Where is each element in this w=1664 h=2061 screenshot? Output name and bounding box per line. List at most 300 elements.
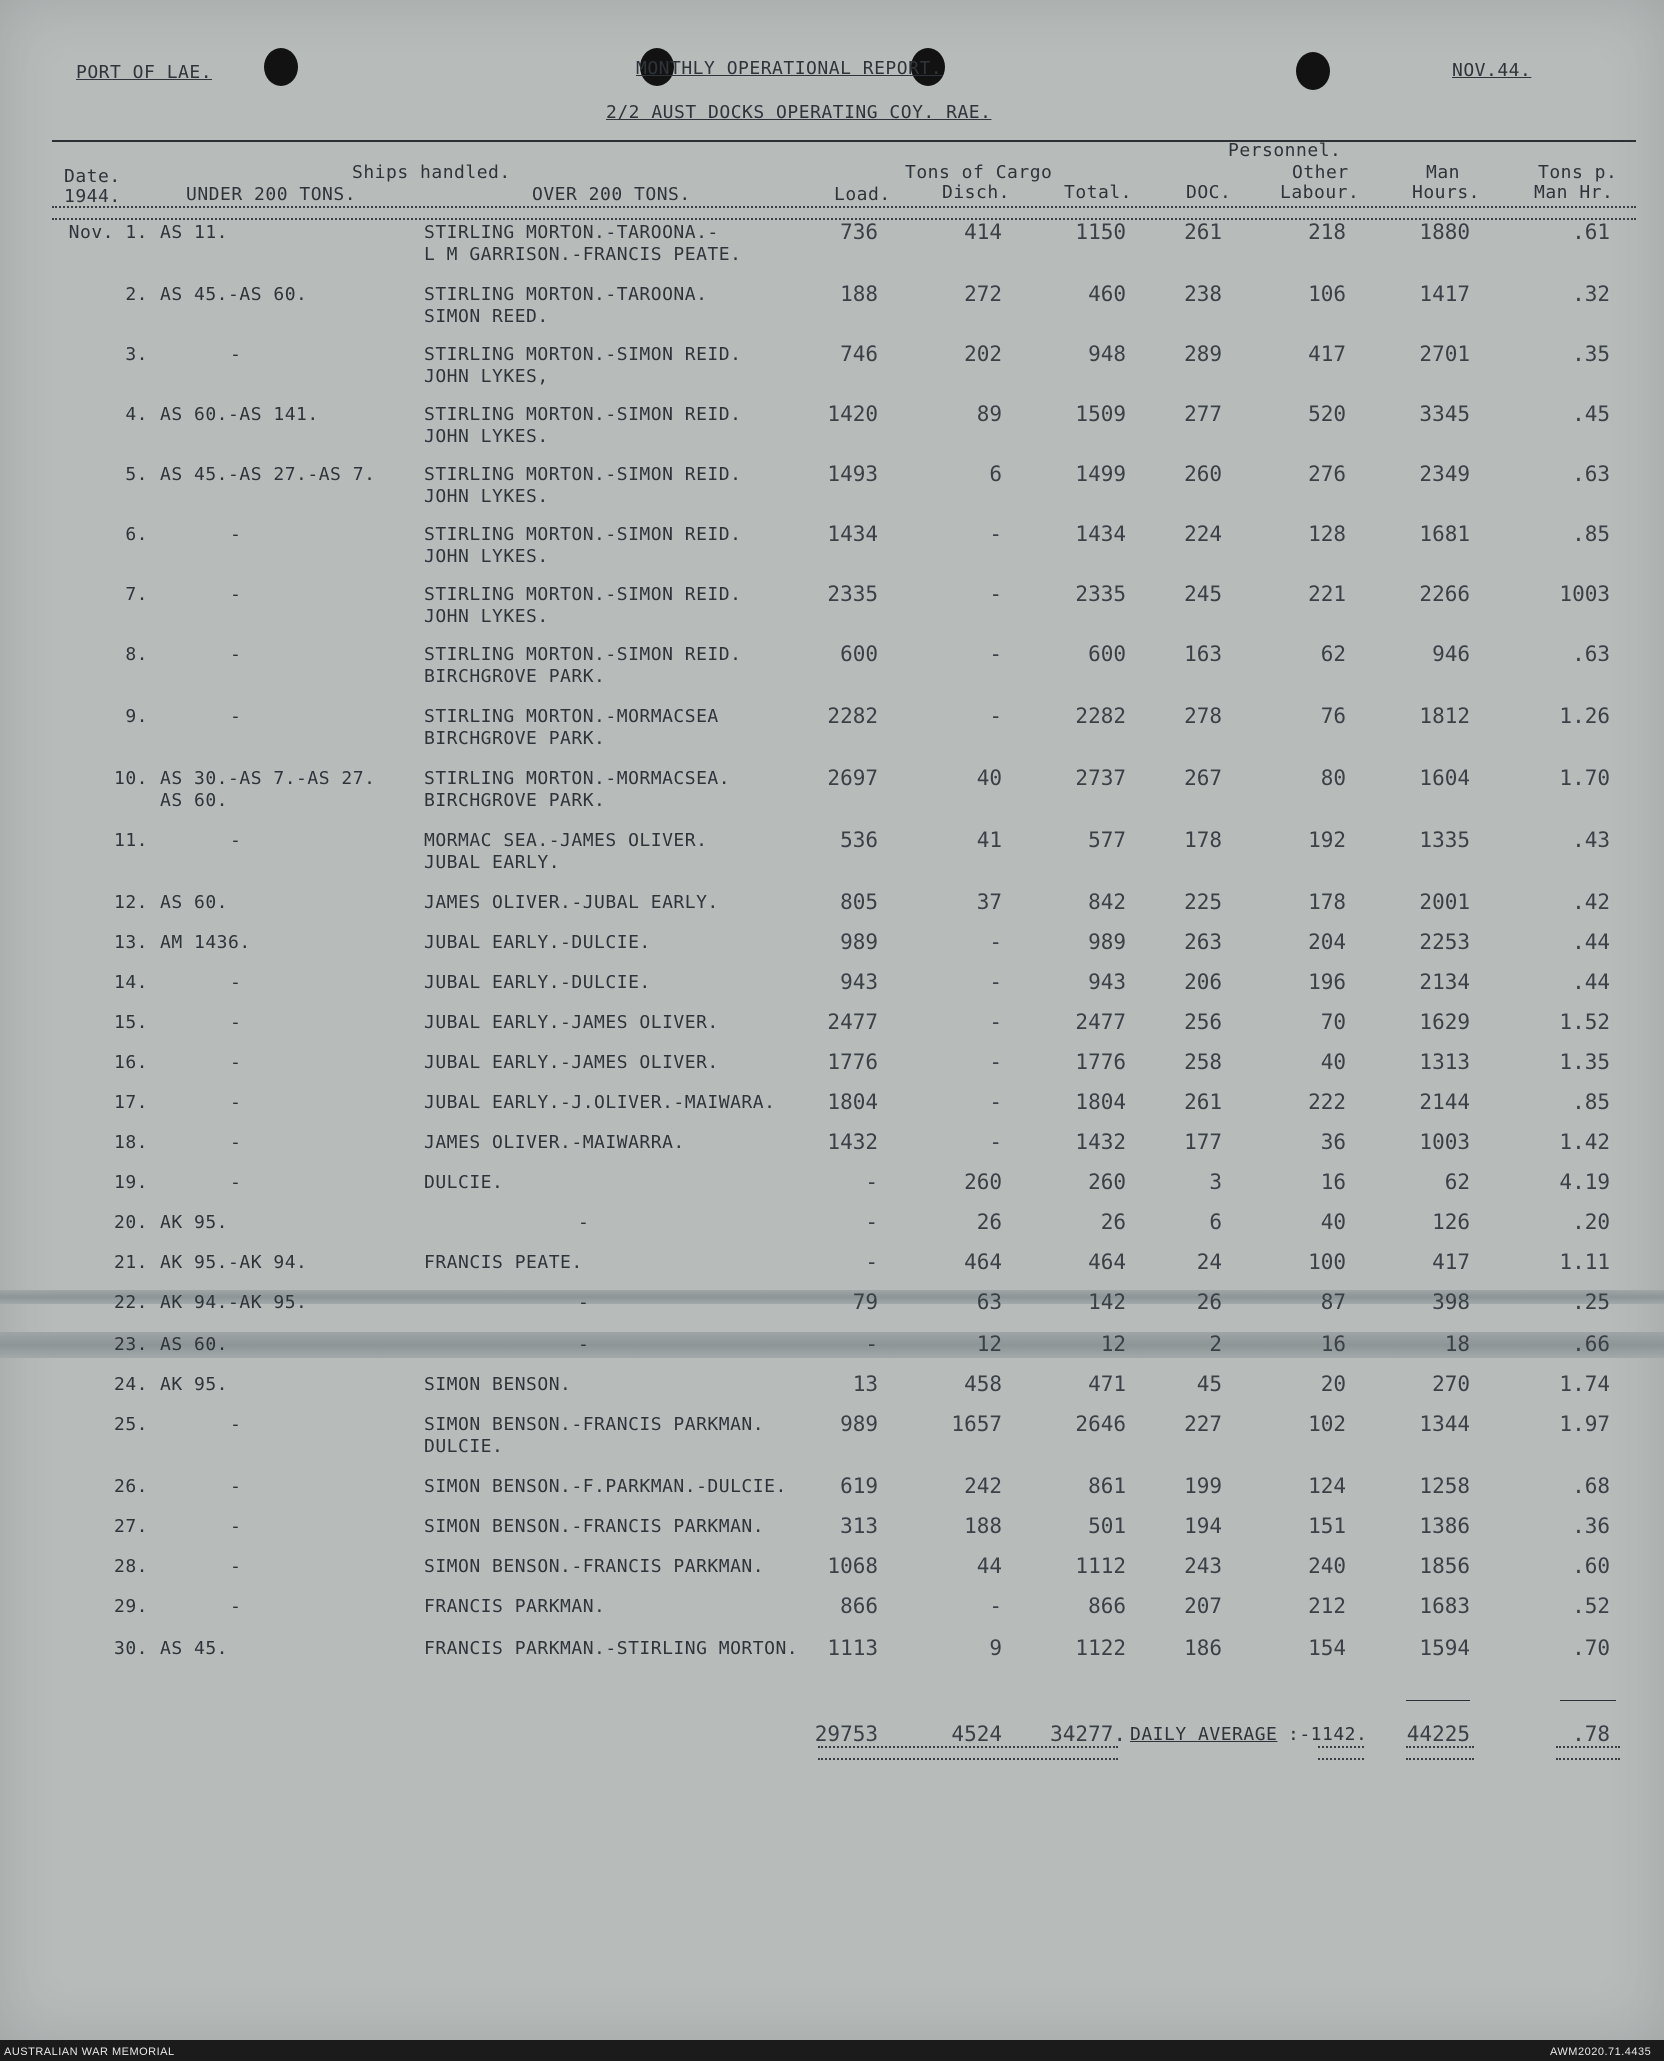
- footer-ref: AWM2020.71.4435: [1550, 2046, 1652, 2058]
- cell-total: 1122: [1075, 1636, 1126, 1660]
- cell-hours: 126: [1432, 1210, 1470, 1234]
- cell-total: 866: [1088, 1594, 1126, 1618]
- cell-tpmh: 4.19: [1559, 1170, 1610, 1194]
- cell-disch: 242: [964, 1474, 1002, 1498]
- header-rule: [52, 140, 1636, 142]
- row-under-200: -: [230, 1414, 242, 1435]
- totals-double-rule: [818, 1746, 1118, 1760]
- cell-tpmh: .70: [1572, 1636, 1610, 1660]
- row-date: 20.: [113, 1212, 148, 1233]
- cell-hours: 1812: [1419, 704, 1470, 728]
- row-date: 29.: [113, 1596, 148, 1617]
- cell-total: 460: [1088, 282, 1126, 306]
- cell-doc: 206: [1184, 970, 1222, 994]
- cell-load: 989: [840, 1412, 878, 1436]
- row-under-200: AS 30.-AS 7.-AS 27.: [160, 768, 376, 789]
- cell-load: 2697: [827, 766, 878, 790]
- cell-hours: 1258: [1419, 1474, 1470, 1498]
- row-under-200: -: [230, 1132, 242, 1153]
- cell-load: 1432: [827, 1130, 878, 1154]
- header-double-rule: [52, 206, 1636, 220]
- row-under-200: AS 45.: [160, 1638, 229, 1659]
- punch-hole: [1296, 52, 1330, 90]
- report-month: NOV.44.: [1452, 60, 1532, 81]
- cell-load: 1804: [827, 1090, 878, 1114]
- row-date: 6.: [125, 524, 148, 545]
- row-over-200: STIRLING MORTON.-SIMON REID.: [424, 644, 742, 665]
- cell-hours: 1386: [1419, 1514, 1470, 1538]
- cell-hours: 1344: [1419, 1412, 1470, 1436]
- row-over-200: JUBAL EARLY.-JAMES OLIVER.: [424, 1052, 719, 1073]
- cell-other: 36: [1320, 1130, 1346, 1154]
- row-under-200: -: [230, 972, 242, 993]
- cell-other: 62: [1320, 642, 1346, 666]
- cell-hours: 3345: [1419, 402, 1470, 426]
- cell-doc: 26: [1196, 1290, 1222, 1314]
- cell-total: 1112: [1075, 1554, 1126, 1578]
- col-ships-handled: Ships handled.: [352, 162, 511, 183]
- cell-load: 1420: [827, 402, 878, 426]
- row-date: 14.: [113, 972, 148, 993]
- cell-tpmh: .45: [1572, 402, 1610, 426]
- cell-tpmh: .32: [1572, 282, 1610, 306]
- cell-hours: 2701: [1419, 342, 1470, 366]
- cell-tpmh: .61: [1572, 220, 1610, 244]
- row-under-200: AK 94.-AK 95.: [160, 1292, 308, 1313]
- cell-other: 218: [1308, 220, 1346, 244]
- totals-double-rule: [1318, 1746, 1364, 1760]
- cell-hours: 1683: [1419, 1594, 1470, 1618]
- cell-tpmh: .66: [1572, 1332, 1610, 1356]
- col-year: 1944.: [64, 186, 121, 207]
- cell-hours: 2266: [1419, 582, 1470, 606]
- cell-load: 805: [840, 890, 878, 914]
- cell-tpmh: .43: [1572, 828, 1610, 852]
- row-over-200: JOHN LYKES.: [424, 486, 549, 507]
- row-under-200: -: [230, 1476, 242, 1497]
- cell-disch: 6: [989, 462, 1002, 486]
- cell-tpmh: .25: [1572, 1290, 1610, 1314]
- row-under-200: -: [230, 1092, 242, 1113]
- cell-total: 1434: [1075, 522, 1126, 546]
- cell-hours: 1604: [1419, 766, 1470, 790]
- cell-tpmh: 1.42: [1559, 1130, 1610, 1154]
- cell-hours: 2134: [1419, 970, 1470, 994]
- row-over-200: DULCIE.: [424, 1172, 504, 1193]
- cell-tpmh: .60: [1572, 1554, 1610, 1578]
- cell-disch: 464: [964, 1250, 1002, 1274]
- row-under-200: AS 60.: [160, 1334, 229, 1355]
- cell-hours: 1629: [1419, 1010, 1470, 1034]
- cell-disch: 1657: [951, 1412, 1002, 1436]
- row-under-200: -: [230, 1172, 242, 1193]
- cell-tpmh: .52: [1572, 1594, 1610, 1618]
- cell-other: 70: [1320, 1010, 1346, 1034]
- cell-hours: 62: [1444, 1170, 1470, 1194]
- cell-disch: -: [989, 930, 1002, 954]
- cell-hours: 1417: [1419, 282, 1470, 306]
- col-man: Man: [1426, 162, 1461, 183]
- col-tons-of-cargo: Tons of Cargo: [905, 162, 1053, 183]
- cell-disch: -: [989, 582, 1002, 606]
- cell-disch: 202: [964, 342, 1002, 366]
- cell-load: 1434: [827, 522, 878, 546]
- cell-other: 40: [1320, 1210, 1346, 1234]
- cell-doc: 263: [1184, 930, 1222, 954]
- cell-tpmh: 1.52: [1559, 1010, 1610, 1034]
- row-over-200: JUBAL EARLY.-DULCIE.: [424, 932, 651, 953]
- row-over-200: SIMON BENSON.-F.PARKMAN.-DULCIE.: [424, 1476, 787, 1497]
- cell-disch: 272: [964, 282, 1002, 306]
- cell-other: 106: [1308, 282, 1346, 306]
- row-under-200: AK 95.: [160, 1374, 229, 1395]
- cell-total: 2737: [1075, 766, 1126, 790]
- col-hours: Hours.: [1412, 182, 1481, 203]
- cell-total: 1432: [1075, 1130, 1126, 1154]
- cell-disch: 12: [976, 1332, 1002, 1356]
- row-over-200: FRANCIS PARKMAN.: [424, 1596, 606, 1617]
- cell-other: 16: [1320, 1170, 1346, 1194]
- row-over-200: STIRLING MORTON.-SIMON REID.: [424, 524, 742, 545]
- row-under-200: -: [230, 524, 242, 545]
- row-over-200: STIRLING MORTON.-TAROONA.: [424, 284, 708, 305]
- cell-total: 577: [1088, 828, 1126, 852]
- cell-total: 989: [1088, 930, 1126, 954]
- row-under-200: -: [230, 344, 242, 365]
- totals-double-rule: [1406, 1746, 1474, 1760]
- cell-tpmh: 1.26: [1559, 704, 1610, 728]
- row-date: 13.: [113, 932, 148, 953]
- cell-load: 989: [840, 930, 878, 954]
- cell-load: 2477: [827, 1010, 878, 1034]
- row-over-200: JOHN LYKES.: [424, 426, 549, 447]
- cell-other: 76: [1320, 704, 1346, 728]
- cell-other: 151: [1308, 1514, 1346, 1538]
- cell-disch: 44: [976, 1554, 1002, 1578]
- row-date: 7.: [125, 584, 148, 605]
- cell-doc: 2: [1209, 1332, 1222, 1356]
- cell-hours: 1594: [1419, 1636, 1470, 1660]
- cell-disch: 41: [976, 828, 1002, 852]
- row-over-200: FRANCIS PEATE.: [424, 1252, 583, 1273]
- row-over-200: SIMON BENSON.-FRANCIS PARKMAN.: [424, 1556, 765, 1577]
- daily-average-value: :-1142.: [1288, 1724, 1368, 1745]
- row-over-200: JAMES OLIVER.-JUBAL EARLY.: [424, 892, 719, 913]
- row-over-200: JUBAL EARLY.-J.OLIVER.-MAIWARA.: [424, 1092, 776, 1113]
- cell-doc: 256: [1184, 1010, 1222, 1034]
- cell-other: 204: [1308, 930, 1346, 954]
- cell-load: 619: [840, 1474, 878, 1498]
- cell-doc: 45: [1196, 1372, 1222, 1396]
- cell-other: 102: [1308, 1412, 1346, 1436]
- cell-load: 313: [840, 1514, 878, 1538]
- cell-disch: -: [989, 1594, 1002, 1618]
- row-under-200: AS 45.-AS 60.: [160, 284, 308, 305]
- cell-disch: -: [989, 1090, 1002, 1114]
- cell-doc: 207: [1184, 1594, 1222, 1618]
- cell-doc: 278: [1184, 704, 1222, 728]
- cell-doc: 24: [1196, 1250, 1222, 1274]
- row-date: 23.: [113, 1334, 148, 1355]
- cell-tpmh: 1003: [1559, 582, 1610, 606]
- cell-hours: 2253: [1419, 930, 1470, 954]
- cell-doc: 243: [1184, 1554, 1222, 1578]
- cell-doc: 238: [1184, 282, 1222, 306]
- cell-doc: 199: [1184, 1474, 1222, 1498]
- cell-other: 154: [1308, 1636, 1346, 1660]
- row-over-200: BIRCHGROVE PARK.: [424, 728, 606, 749]
- col-personnel: Personnel.: [1228, 140, 1342, 161]
- row-date: 11.: [113, 830, 148, 851]
- row-date: 30.: [113, 1638, 148, 1659]
- col-total: Total.: [1064, 182, 1133, 203]
- row-over-200: SIMON REED.: [424, 306, 549, 327]
- row-under-200: AM 1436.: [160, 932, 251, 953]
- row-over-200: JUBAL EARLY.-DULCIE.: [424, 972, 651, 993]
- tpmh-sum-rule: [1560, 1700, 1616, 1701]
- row-over-200: STIRLING MORTON.-MORMACSEA: [424, 706, 719, 727]
- cell-other: 192: [1308, 828, 1346, 852]
- cell-disch: 260: [964, 1170, 1002, 1194]
- cell-other: 20: [1320, 1372, 1346, 1396]
- total-tpmh: .78: [1572, 1722, 1610, 1746]
- cell-other: 222: [1308, 1090, 1346, 1114]
- cell-doc: 289: [1184, 342, 1222, 366]
- row-over-200: DULCIE.: [424, 1436, 504, 1457]
- cell-doc: 225: [1184, 890, 1222, 914]
- row-under-200: -: [230, 1052, 242, 1073]
- row-date: 21.: [113, 1252, 148, 1273]
- cell-tpmh: .44: [1572, 970, 1610, 994]
- cell-other: 196: [1308, 970, 1346, 994]
- col-load: Load.: [834, 184, 891, 205]
- row-date: 10.: [113, 768, 148, 789]
- row-over-200: SIMON BENSON.-FRANCIS PARKMAN.: [424, 1516, 765, 1537]
- hours-sum-rule: [1406, 1700, 1470, 1701]
- cell-total: 1509: [1075, 402, 1126, 426]
- cell-load: 188: [840, 282, 878, 306]
- row-under-200: AK 95.: [160, 1212, 229, 1233]
- cell-total: 842: [1088, 890, 1126, 914]
- cell-other: 276: [1308, 462, 1346, 486]
- cell-total: 2282: [1075, 704, 1126, 728]
- total-total: 34277.: [1050, 1722, 1126, 1746]
- cell-tpmh: .85: [1572, 522, 1610, 546]
- cell-other: 520: [1308, 402, 1346, 426]
- cell-doc: 277: [1184, 402, 1222, 426]
- cell-disch: -: [989, 522, 1002, 546]
- total-load: 29753: [814, 1722, 878, 1746]
- cell-total: 26: [1100, 1210, 1126, 1234]
- cell-hours: 18: [1444, 1332, 1470, 1356]
- row-over-200: JOHN LYKES.: [424, 606, 549, 627]
- row-under-200: -: [230, 1596, 242, 1617]
- cell-doc: 258: [1184, 1050, 1222, 1074]
- cell-hours: 417: [1432, 1250, 1470, 1274]
- row-over-200: SIMON BENSON.-FRANCIS PARKMAN.: [424, 1414, 765, 1435]
- row-under-200: -: [230, 584, 242, 605]
- cell-tpmh: .42: [1572, 890, 1610, 914]
- cell-disch: -: [989, 1010, 1002, 1034]
- row-date: 2.: [125, 284, 148, 305]
- row-date: 4.: [125, 404, 148, 425]
- col-date: Date.: [64, 166, 121, 187]
- cell-load: 536: [840, 828, 878, 852]
- cell-doc: 163: [1184, 642, 1222, 666]
- cell-other: 16: [1320, 1332, 1346, 1356]
- row-date: 26.: [113, 1476, 148, 1497]
- cell-other: 128: [1308, 522, 1346, 546]
- cell-doc: 245: [1184, 582, 1222, 606]
- cell-tpmh: .36: [1572, 1514, 1610, 1538]
- row-date: 5.: [125, 464, 148, 485]
- cell-other: 100: [1308, 1250, 1346, 1274]
- cell-other: 240: [1308, 1554, 1346, 1578]
- cell-tpmh: .20: [1572, 1210, 1610, 1234]
- cell-total: 12: [1100, 1332, 1126, 1356]
- cell-total: 464: [1088, 1250, 1126, 1274]
- row-over-200: JUBAL EARLY.: [424, 852, 561, 873]
- cell-hours: 2349: [1419, 462, 1470, 486]
- row-date: 9.: [125, 706, 148, 727]
- cell-tpmh: 1.97: [1559, 1412, 1610, 1436]
- cell-hours: 1335: [1419, 828, 1470, 852]
- col-under-200: UNDER 200 TONS.: [186, 184, 357, 205]
- row-under-200-cont: AS 60.: [160, 790, 229, 811]
- cell-hours: 1880: [1419, 220, 1470, 244]
- cell-hours: 1003: [1419, 1130, 1470, 1154]
- cell-load: 1113: [827, 1636, 878, 1660]
- cell-hours: 1681: [1419, 522, 1470, 546]
- cell-disch: 26: [976, 1210, 1002, 1234]
- cell-tpmh: .35: [1572, 342, 1610, 366]
- cell-doc: 186: [1184, 1636, 1222, 1660]
- cell-hours: 398: [1432, 1290, 1470, 1314]
- cell-other: 221: [1308, 582, 1346, 606]
- cell-disch: 9: [989, 1636, 1002, 1660]
- cell-load: 1493: [827, 462, 878, 486]
- cell-tpmh: .44: [1572, 930, 1610, 954]
- row-under-200: -: [230, 1012, 242, 1033]
- row-under-200: AS 11.: [160, 222, 229, 243]
- cell-load: 736: [840, 220, 878, 244]
- port-name: PORT OF LAE.: [76, 62, 213, 83]
- row-date: 18.: [113, 1132, 148, 1153]
- cell-disch: -: [989, 704, 1002, 728]
- daily-average-label: DAILY AVERAGE: [1130, 1724, 1278, 1745]
- cell-other: 417: [1308, 342, 1346, 366]
- punch-hole: [264, 48, 298, 86]
- row-date: 3.: [125, 344, 148, 365]
- cell-other: 87: [1320, 1290, 1346, 1314]
- row-date: 15.: [113, 1012, 148, 1033]
- cell-total: 1150: [1075, 220, 1126, 244]
- row-over-200: JOHN LYKES.: [424, 546, 549, 567]
- cell-doc: 3: [1209, 1170, 1222, 1194]
- cell-load: 866: [840, 1594, 878, 1618]
- cell-tpmh: 1.74: [1559, 1372, 1610, 1396]
- cell-tpmh: 1.70: [1559, 766, 1610, 790]
- cell-load: -: [865, 1250, 878, 1274]
- cell-doc: 6: [1209, 1210, 1222, 1234]
- cell-doc: 178: [1184, 828, 1222, 852]
- row-date: 25.: [113, 1414, 148, 1435]
- cell-total: 1776: [1075, 1050, 1126, 1074]
- row-over-200: -: [578, 1292, 590, 1313]
- cell-doc: 267: [1184, 766, 1222, 790]
- row-date: 22.: [113, 1292, 148, 1313]
- cell-disch: 89: [976, 402, 1002, 426]
- row-over-200: BIRCHGROVE PARK.: [424, 666, 606, 687]
- totals-double-rule: [1556, 1746, 1620, 1760]
- row-under-200: AK 95.-AK 94.: [160, 1252, 308, 1273]
- cell-load: 746: [840, 342, 878, 366]
- col-disch: Disch.: [942, 182, 1011, 203]
- row-under-200: -: [230, 1556, 242, 1577]
- row-under-200: -: [230, 706, 242, 727]
- row-under-200: AS 60.-AS 141.: [160, 404, 319, 425]
- cell-doc: 224: [1184, 522, 1222, 546]
- cell-disch: -: [989, 1050, 1002, 1074]
- cell-total: 501: [1088, 1514, 1126, 1538]
- cell-total: 142: [1088, 1290, 1126, 1314]
- cell-tpmh: .68: [1572, 1474, 1610, 1498]
- cell-total: 861: [1088, 1474, 1126, 1498]
- cell-load: 2282: [827, 704, 878, 728]
- cell-other: 40: [1320, 1050, 1346, 1074]
- cell-total: 1499: [1075, 462, 1126, 486]
- unit-name: 2/2 AUST DOCKS OPERATING COY. RAE.: [606, 102, 992, 123]
- cell-doc: 261: [1184, 1090, 1222, 1114]
- row-over-200: SIMON BENSON.: [424, 1374, 572, 1395]
- row-under-200: -: [230, 644, 242, 665]
- col-man-hr: Man Hr.: [1534, 182, 1614, 203]
- row-date: 17.: [113, 1092, 148, 1113]
- col-other: Other: [1292, 162, 1349, 183]
- cell-load: -: [865, 1210, 878, 1234]
- cell-tpmh: 1.35: [1559, 1050, 1610, 1074]
- cell-load: 2335: [827, 582, 878, 606]
- row-over-200: JAMES OLIVER.-MAIWARRA.: [424, 1132, 685, 1153]
- row-date: 19.: [113, 1172, 148, 1193]
- cell-load: 13: [852, 1372, 878, 1396]
- cell-load: 1068: [827, 1554, 878, 1578]
- cell-doc: 177: [1184, 1130, 1222, 1154]
- total-hours: 44225: [1406, 1722, 1470, 1746]
- cell-load: 943: [840, 970, 878, 994]
- cell-load: -: [865, 1170, 878, 1194]
- cell-total: 2335: [1075, 582, 1126, 606]
- cell-doc: 194: [1184, 1514, 1222, 1538]
- cell-tpmh: .63: [1572, 462, 1610, 486]
- cell-hours: 270: [1432, 1372, 1470, 1396]
- row-over-200: STIRLING MORTON.-SIMON REID.: [424, 464, 742, 485]
- cell-hours: 1856: [1419, 1554, 1470, 1578]
- cell-total: 948: [1088, 342, 1126, 366]
- row-over-200: FRANCIS PARKMAN.-STIRLING MORTON.: [424, 1638, 799, 1659]
- row-over-200: -: [578, 1212, 590, 1233]
- row-under-200: AS 45.-AS 27.-AS 7.: [160, 464, 376, 485]
- cell-load: -: [865, 1332, 878, 1356]
- row-date: 28.: [113, 1556, 148, 1577]
- row-over-200: STIRLING MORTON.-SIMON REID.: [424, 584, 742, 605]
- row-over-200: STIRLING MORTON.-MORMACSEA.: [424, 768, 731, 789]
- cell-total: 260: [1088, 1170, 1126, 1194]
- row-over-200: STIRLING MORTON.-SIMON REID.: [424, 344, 742, 365]
- cell-tpmh: 1.11: [1559, 1250, 1610, 1274]
- cell-hours: 2144: [1419, 1090, 1470, 1114]
- row-over-200: JUBAL EARLY.-JAMES OLIVER.: [424, 1012, 719, 1033]
